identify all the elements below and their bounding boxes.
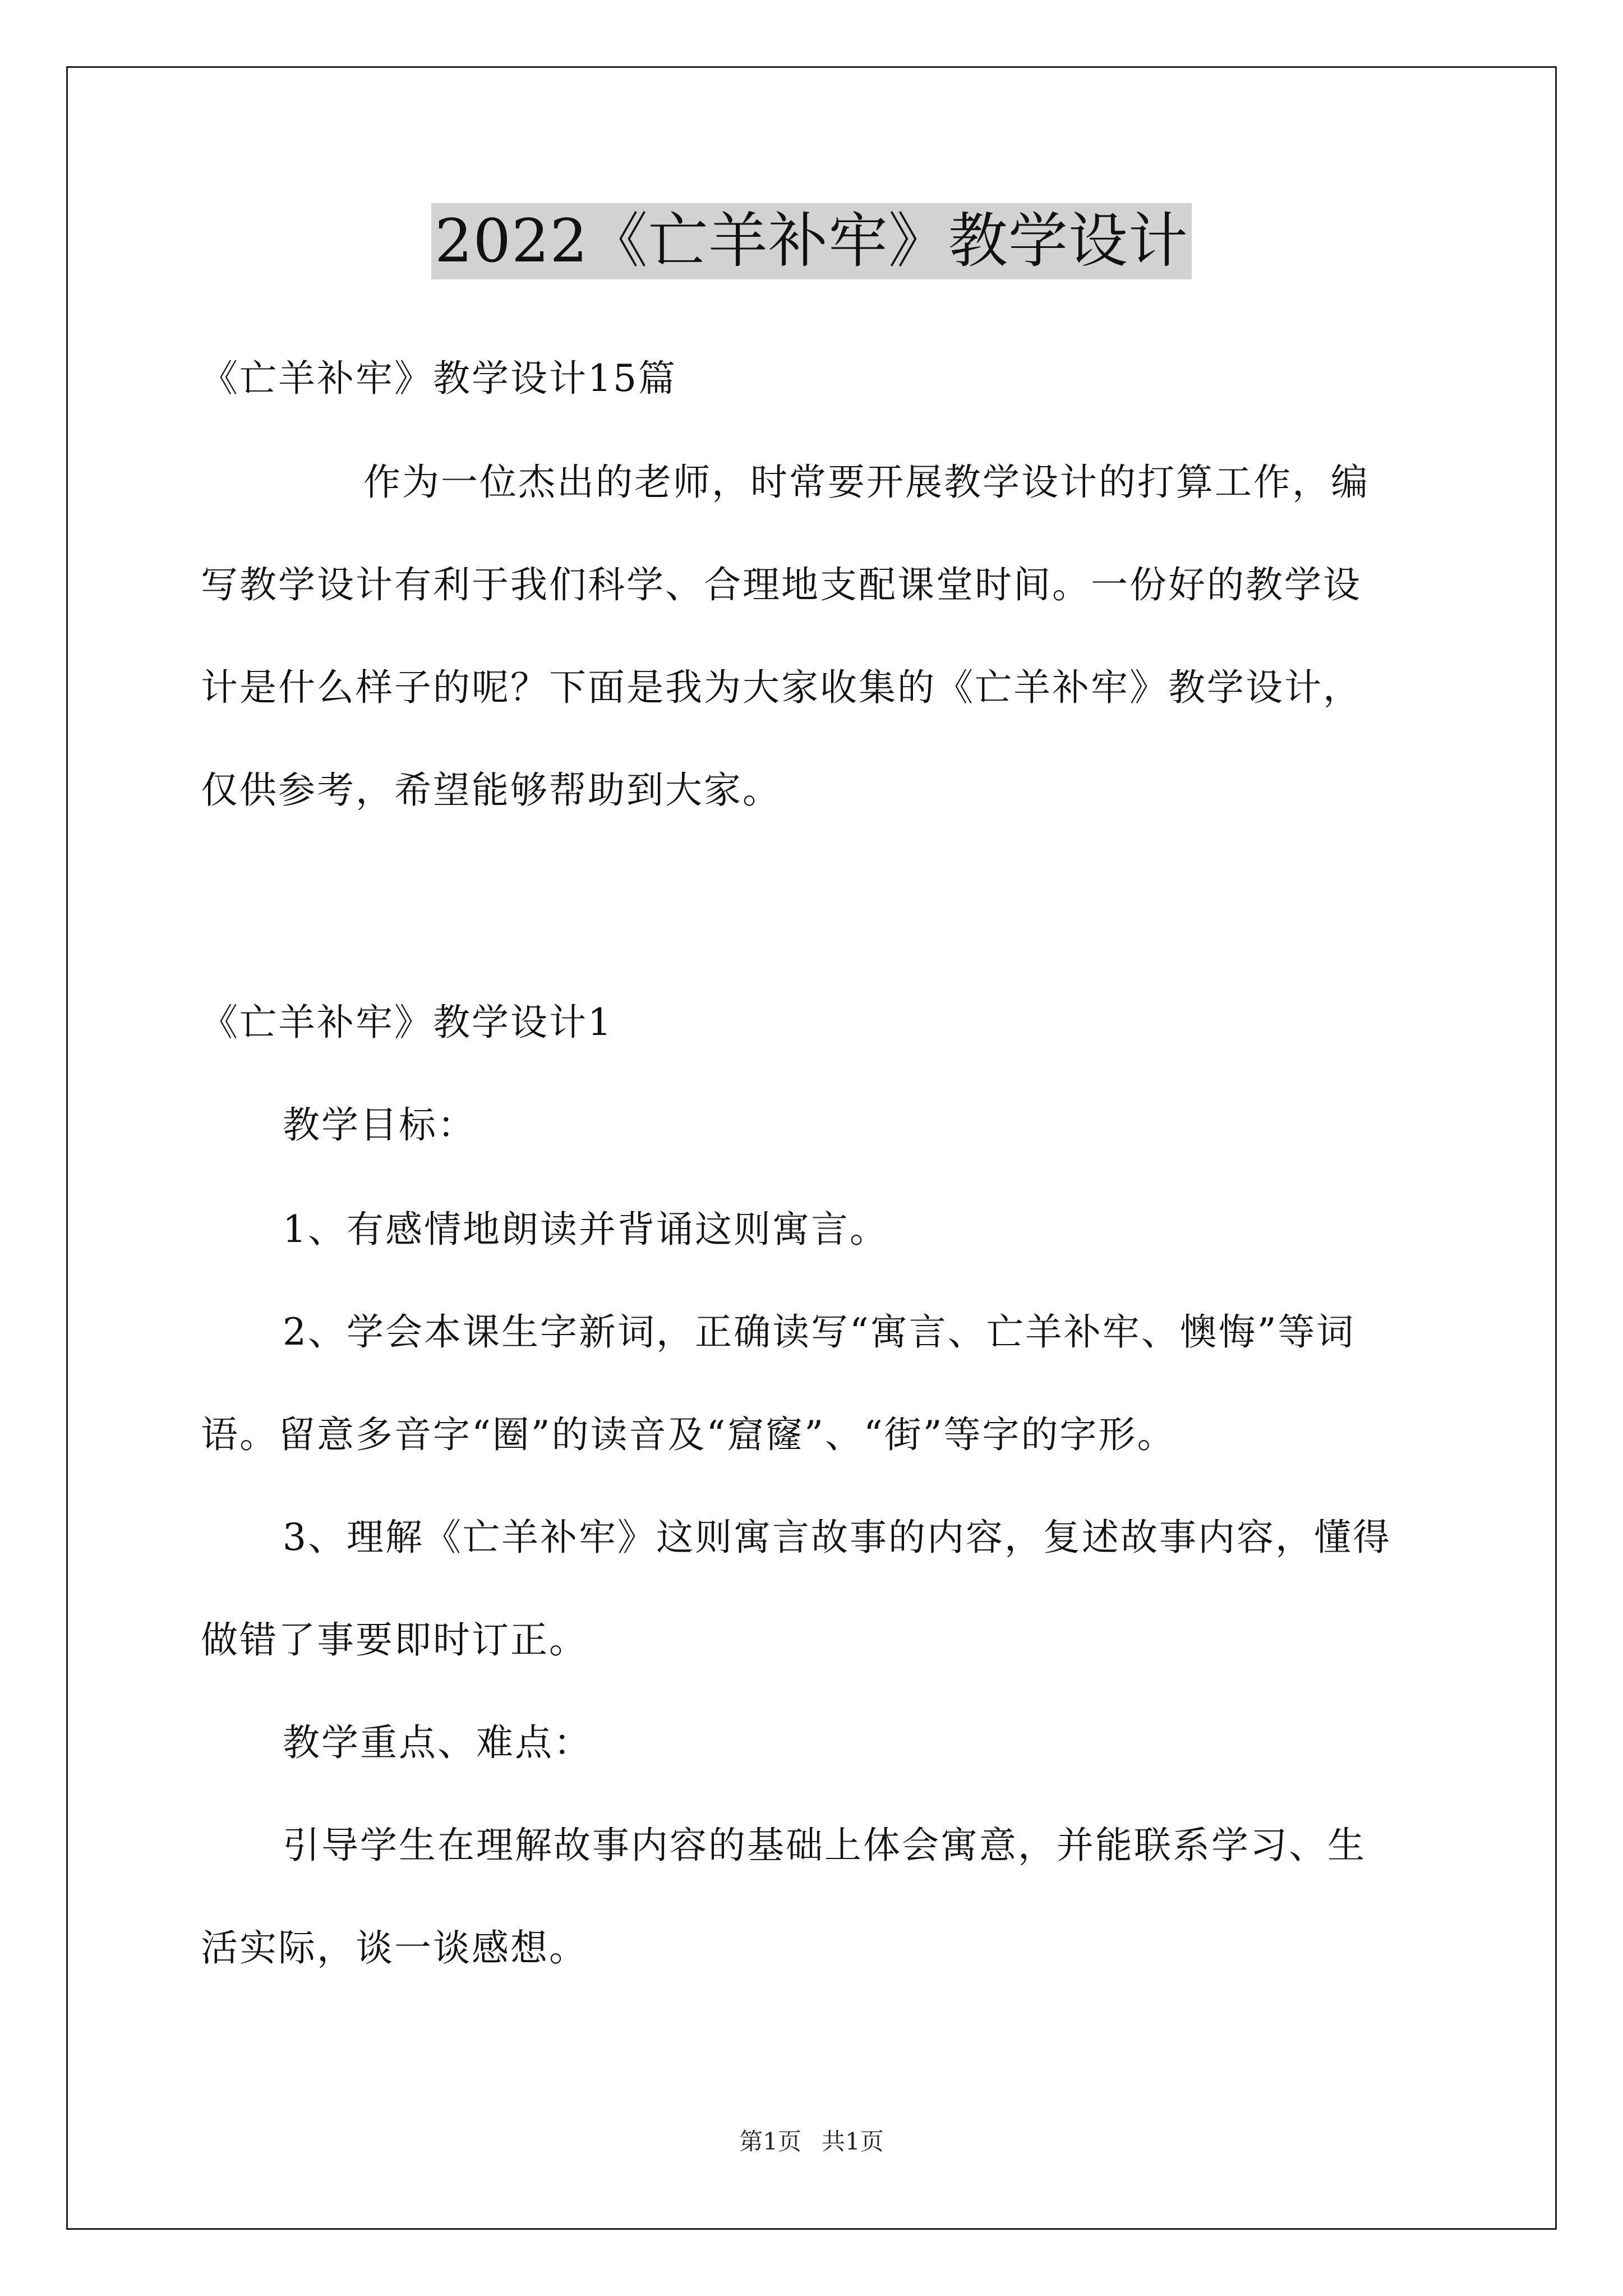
- focus-label: 教学重点、难点：: [283, 1721, 592, 1764]
- intro-line-3: 计是什么样子的呢？下面是我为大家收集的《亡羊补牢》教学设计，: [201, 666, 1362, 709]
- focus-line-1: 引导学生在理解故事内容的基础上体会寓意，并能联系学习、生: [283, 1824, 1366, 1867]
- document-title: 2022《亡羊补牢》教学设计: [431, 203, 1192, 279]
- focus-line-2: 活实际，谈一谈感想。: [201, 1926, 588, 1970]
- section-heading: 《亡羊补牢》教学设计1: [201, 1001, 613, 1044]
- title-container: [0, 203, 1623, 279]
- goals-label: 教学目标：: [283, 1103, 476, 1147]
- page-footer: [0, 2125, 1623, 2159]
- goal-1: 1、有感情地朗读并背诵这则寓言。: [283, 1208, 888, 1251]
- page-number: 第1页: [739, 2128, 801, 2155]
- goal-3-line-2: 做错了事要即时订正。: [201, 1618, 588, 1662]
- goal-3-line-1: 3、理解《亡羊补牢》这则寓言故事的内容，复述故事内容，懂得: [283, 1516, 1391, 1559]
- goal-2-line-1: 2、学会本课生字新词，正确读写“寓言、亡羊补牢、懊悔”等词: [283, 1310, 1355, 1354]
- page-total: 共1页: [822, 2128, 884, 2155]
- intro-line-2: 写教学设计有利于我们科学、合理地支配课堂时间。一份好的教学设: [201, 563, 1362, 606]
- goal-2-line-2: 语。留意多音字“圈”的读音及“窟窿”、“街”等字的字形。: [201, 1413, 1176, 1456]
- intro-line-4: 仅供参考，希望能够帮助到大家。: [201, 769, 781, 812]
- intro-line-1: 作为一位杰出的老师，时常要开展教学设计的打算工作，编: [363, 461, 1370, 504]
- series-subtitle: 《亡羊补牢》教学设计15篇: [201, 357, 677, 400]
